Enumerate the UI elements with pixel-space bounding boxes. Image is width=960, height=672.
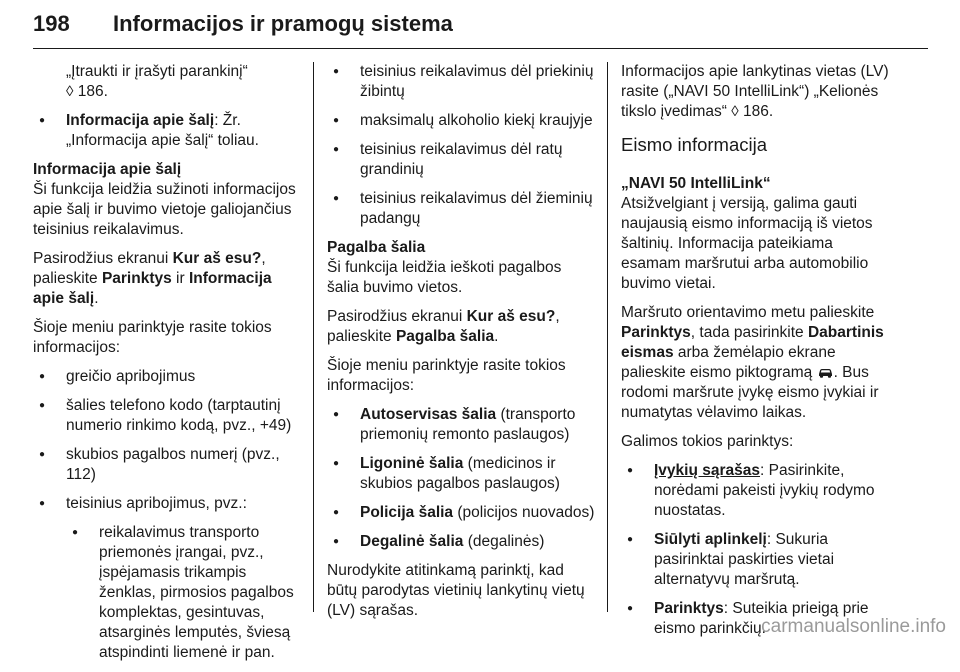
info-list xyxy=(33,367,299,663)
continued-text: „Įtraukti ir įrašyti parankinį“ ◊ 186. xyxy=(66,63,248,100)
paragraph: Atsižvelgiant į versiją, galima gauti naujausią eismo informaciją iš vietos šaltinių. Informacija pateikiama esamam maršrutui arba automobilio buvimo vietai. xyxy=(621,195,873,292)
page-title: Informacijos ir pramogų sistema xyxy=(113,11,453,36)
list-item: ● Parinktys: Suteikia prieigą prie eismo parinkčių. xyxy=(621,599,893,639)
section-heading: Pagalba šalia xyxy=(327,239,426,256)
watermark: carmanualsonline.info xyxy=(761,616,946,637)
sub-list-continued xyxy=(327,62,595,229)
paragraph: Informacijos apie lankytinas vietas (LV) rasite („NAVI 50 IntelliLink“) „Kelionės tikslo įvedimas“ ◊ 186. xyxy=(621,63,889,120)
paragraph: Pasirodžius ekranui Kur aš esu?, palieskite Parinktys ir Informacija apie šalį. xyxy=(33,250,272,307)
list-item: ● Ligoninė šalia (medicinos ir skubios pagalbos paslaugos) xyxy=(327,454,595,494)
list-item: ● Siūlyti aplinkelį: Sukuria pasirinktai paskirties vietai alternatyvų maršrutą. xyxy=(621,530,893,590)
list-item: ● Informacija apie šalį: Žr. „Informacija apie šalį“ toliau. xyxy=(33,111,299,151)
bullet-list xyxy=(33,111,299,151)
list-item: ● greičio apribojimus xyxy=(33,367,299,387)
list-item: ● Policija šalia (policijos nuovados) xyxy=(327,503,595,523)
paragraph: Galimos tokios parinktys: xyxy=(621,433,794,450)
sub-list-item: ● teisinius reikalavimus dėl priekinių žibintų xyxy=(327,62,595,102)
paragraph: Maršruto orientavimo metu palieskite Parinktys, tada pasirinkite Dabartinis eismas arba žemėlapio ekrane palieskite eismo piktogramą . Bus rodomi maršrute įvykę eismo įvykiai ir numatytas vėlavimo laikas. xyxy=(621,304,884,421)
page-ref-arrow-icon: ◊ xyxy=(66,83,74,100)
sub-list-item: ● teisinius reikalavimus dėl ratų grandinių xyxy=(327,140,595,180)
section-heading: Eismo informacija xyxy=(621,134,767,155)
paragraph: Ši funkcija leidžia ieškoti pagalbos šalia buvimo vietos. xyxy=(327,259,562,296)
list-item: ● šalies telefono kodo (tarptautinį numerio rinkimo kodą, pvz., +49) xyxy=(33,396,299,436)
page-header xyxy=(33,3,928,49)
section-heading: Informacija apie šalį xyxy=(33,161,182,178)
column-divider-1 xyxy=(313,62,314,612)
sub-list xyxy=(66,523,299,663)
column-2 xyxy=(327,62,595,630)
sub-list-item: ● teisinius reikalavimus dėl žieminių padangų xyxy=(327,189,595,229)
sub-list-item: ● maksimalų alkoholio kiekį kraujyje xyxy=(327,111,595,131)
page-ref-arrow-icon: ◊ xyxy=(731,103,739,120)
column-3 xyxy=(621,62,893,648)
list-item: ● skubios pagalbos numerį (pvz., 112) xyxy=(33,445,299,485)
list-item: ● Degalinė šalia (degalinės) xyxy=(327,532,595,552)
paragraph: Šioje meniu parinktyje rasite tokios informacijos: xyxy=(33,319,272,356)
list-item: ● teisinius apribojimus, pvz.: ● reikalavimus transporto priemonės įrangai, pvz., įspėjamasis trikampis ženklas, pirmosios pagalbos komplektas, gesintuvas, atsarginės lemputės, šviesą atspindinti liemenė ir pan. xyxy=(33,494,299,663)
column-1 xyxy=(33,62,299,672)
traffic-car-icon xyxy=(817,366,834,378)
list-item: ● Autoservisas šalia (transporto priemonių remonto paslaugos) xyxy=(327,405,595,445)
paragraph: Pasirodžius ekranui Kur aš esu?, palieskite Pagalba šalia. xyxy=(327,308,560,345)
help-list xyxy=(327,405,595,552)
list-item: ● Įvykių sąrašas: Pasirinkite, norėdami pakeisti įvykių rodymo nuostatas. xyxy=(621,461,893,521)
paragraph: Ši funkcija leidžia sužinoti informacijos apie šalį ir buvimo vietoje galiojančius teisinius reikalavimus. xyxy=(33,181,296,238)
paragraph: Nurodykite atitinkamą parinktį, kad būtų parodytas vietinių lankytinų vietų (LV) sąrašas. xyxy=(327,562,585,619)
paragraph: Šioje meniu parinktyje rasite tokios informacijos: xyxy=(327,357,566,394)
sub-heading: „NAVI 50 IntelliLink“ xyxy=(621,175,771,192)
page-number: 198 xyxy=(33,11,70,36)
sub-list-item: ● reikalavimus transporto priemonės įrangai, pvz., įspėjamasis trikampis ženklas, pirmosios pagalbos komplektas, gesintuvas, atsarginės lemputės, šviesą atspindinti liemenė ir pan. xyxy=(66,523,299,663)
column-divider-2 xyxy=(607,62,608,612)
traffic-options-list xyxy=(621,461,893,639)
